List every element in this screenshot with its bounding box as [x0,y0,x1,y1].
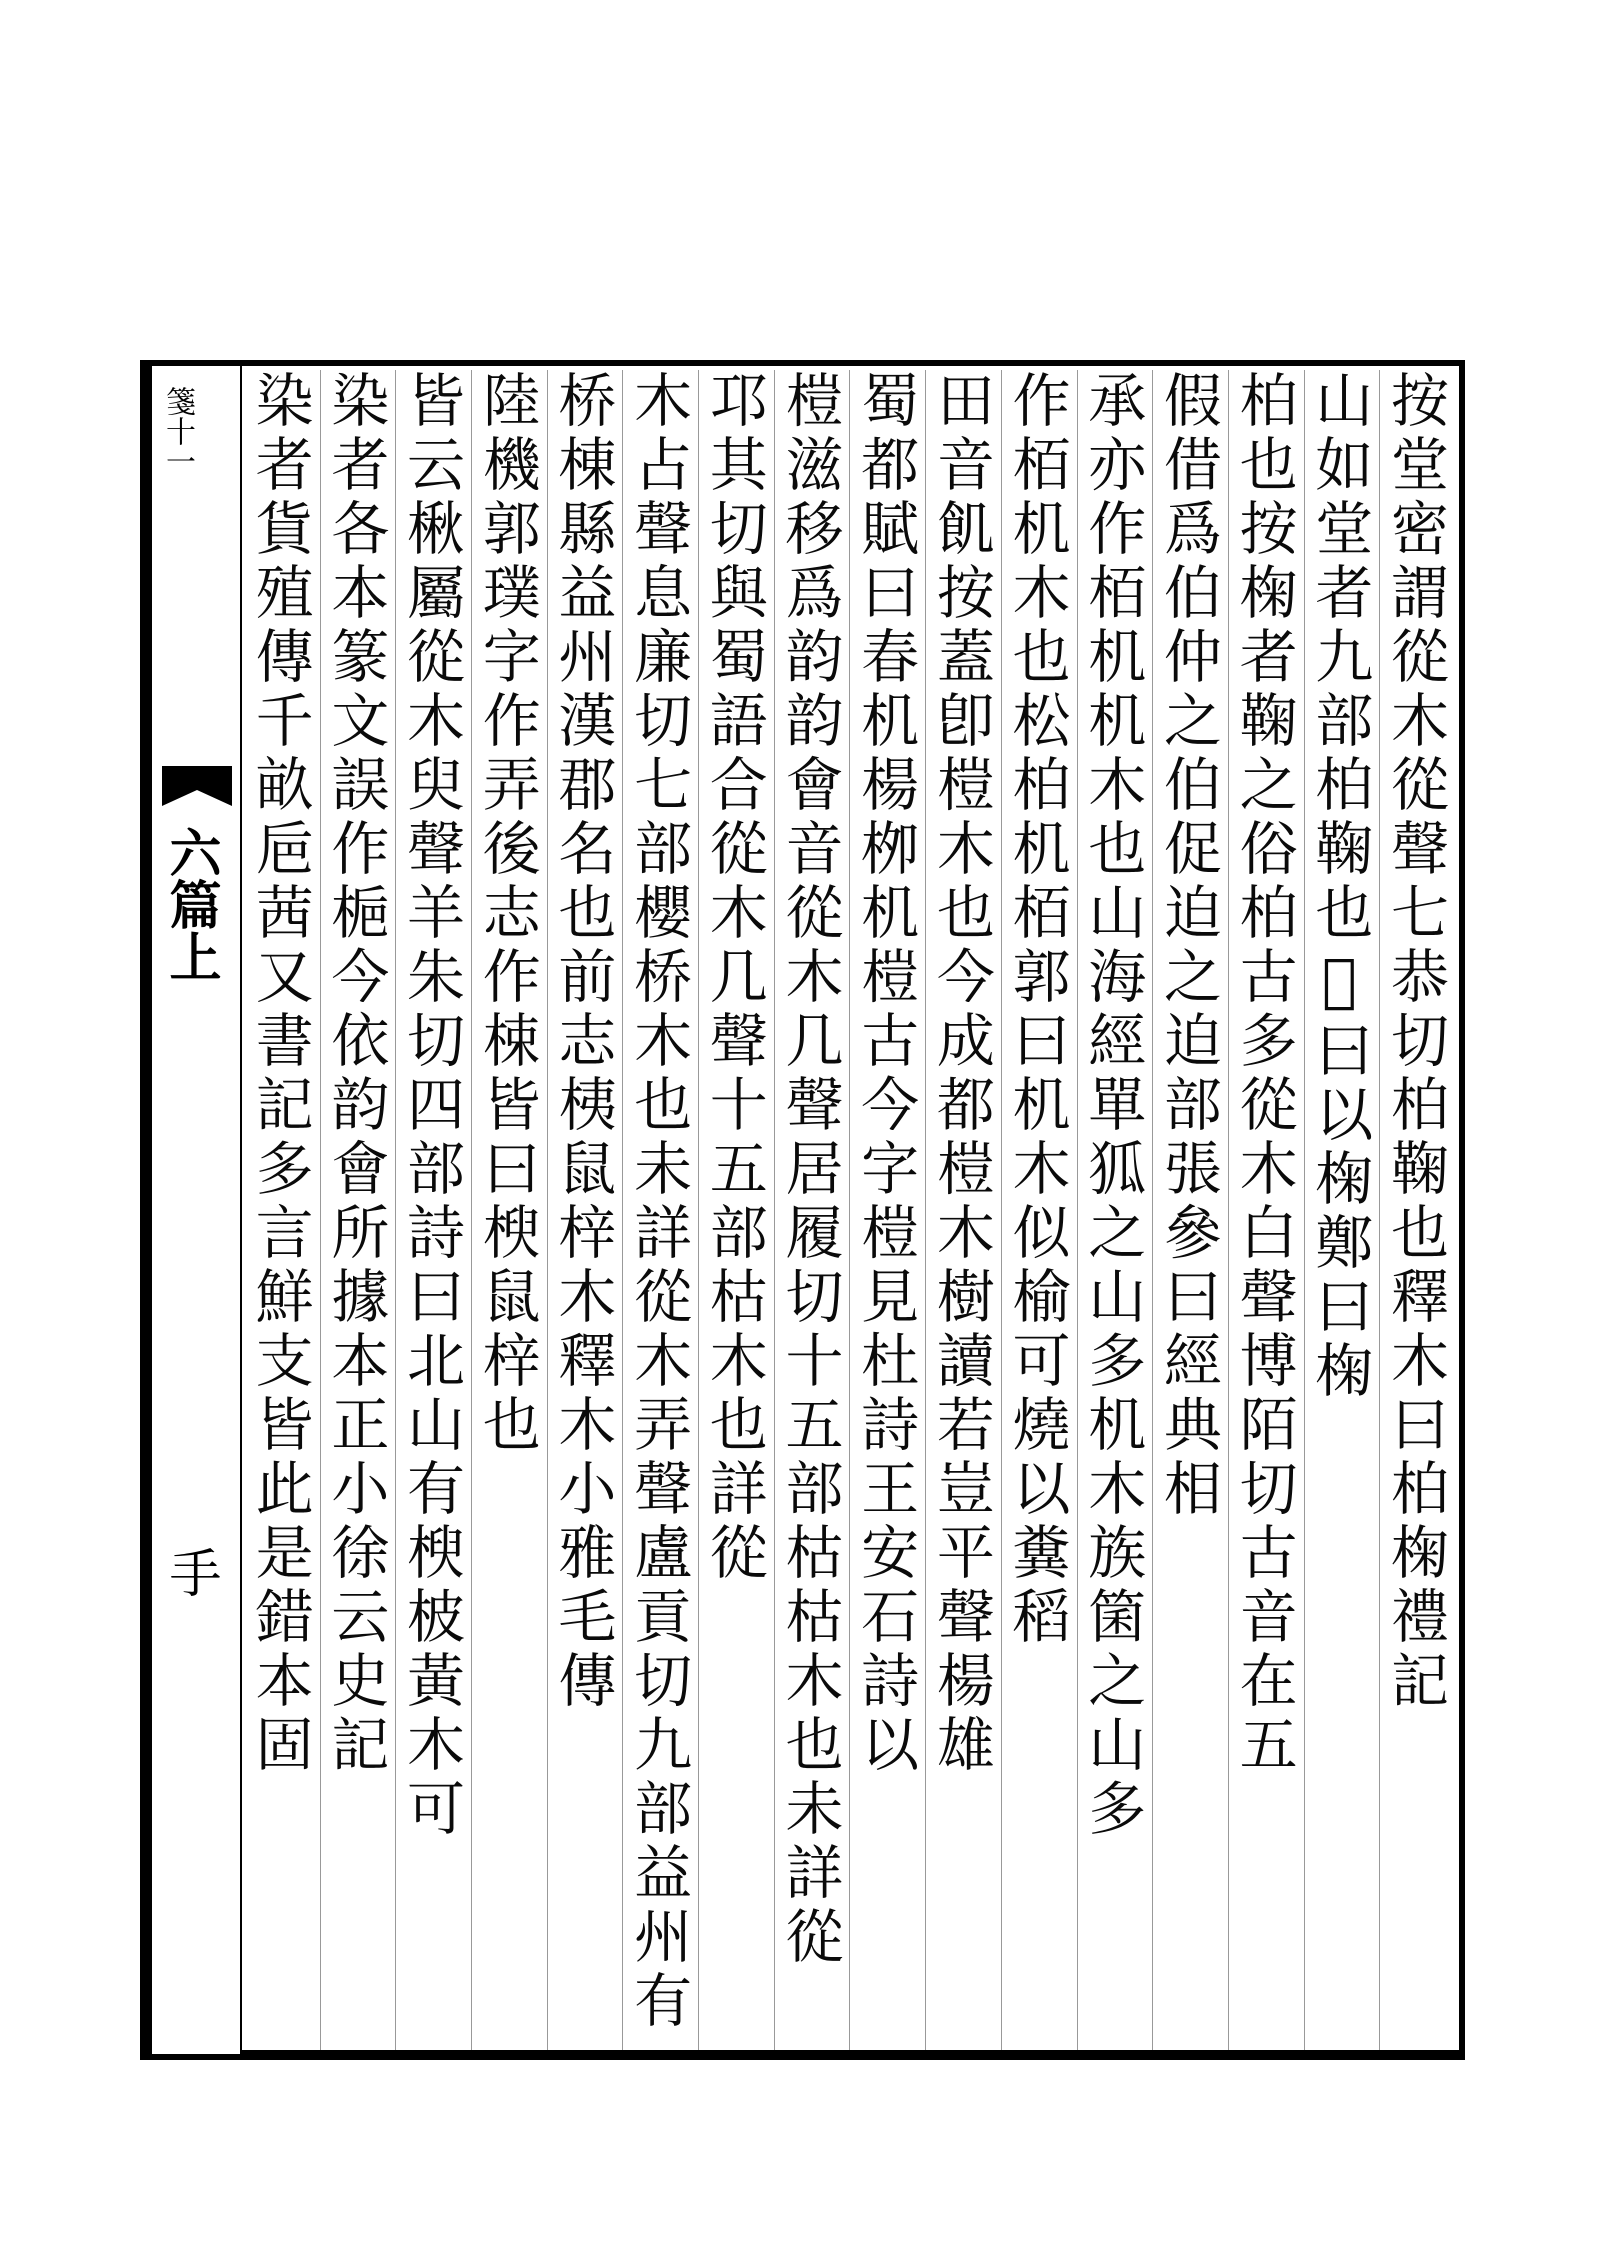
text-column: 邛其切與蜀語合從木几聲十五部枯木也詳從 [698,370,774,2050]
text-column: 皆云楸屬從木臾聲羊朱切四部詩曰北山有楰柀黃木可 [395,370,471,2050]
page-frame [140,360,1465,2060]
text-column: 山如堂者九部柏鞠也𢈪曰以椈鄭曰椈 [1304,370,1380,2050]
text-column: 蜀都賦曰春机楊栁机榿古今字榿見杜詩王安石詩以 [849,370,925,2050]
text-column: 榿滋移爲韵韵會音從木几聲居履切十五部枯枯木也未詳從 [774,370,850,2050]
margin-page-mark: 手 [160,1546,220,1598]
text-column: 承亦作栢机机木也山海經單狐之山多机木族箘之山多 [1077,370,1153,2050]
margin-volume-label: 箋十一 [160,386,195,476]
fish-tail-mark [162,766,232,806]
text-column: 田音飢按蓋卽榿木也今成都榿木樹讀若豈平聲楊雄 [925,370,1001,2050]
text-column: 柏也按椈者鞠之俗柏古多從木白聲博陌切古音在五 [1228,370,1304,2050]
text-column: 桥棟縣益州漢郡名也前志桋鼠梓木釋木小雅毛傳 [547,370,623,2050]
text-column: 陸機郭璞字作弄後志作梀皆曰楰鼠梓也 [471,370,547,2050]
text-column: 染者各本篆文誤作梔今依韵會所據本正小徐云史記 [320,370,396,2050]
text-column: 木占聲息廉切七部櫻桥木也未詳從木弄聲盧貢切九部益州有 [622,370,698,2050]
text-column: 染者貨殖傳千畝巵茜又書記多言鮮支皆此是錯本固 [245,370,314,1778]
margin-chapter-title: 六篇上 [160,826,221,982]
main-text-area [244,370,1455,2050]
text-column: 假借爲伯仲之伯促迫之迫部張參曰經典相 [1152,370,1228,2050]
text-column: 作栢机木也松柏机栢郭曰机木似榆可燒以糞稻 [1001,370,1077,2050]
bottom-rule [242,2050,1459,2054]
page-margin-strip [152,366,242,2054]
text-column: 按堂密謂從木從聲七恭切柏鞠也釋木曰柏椈禮記 [1379,370,1455,2050]
